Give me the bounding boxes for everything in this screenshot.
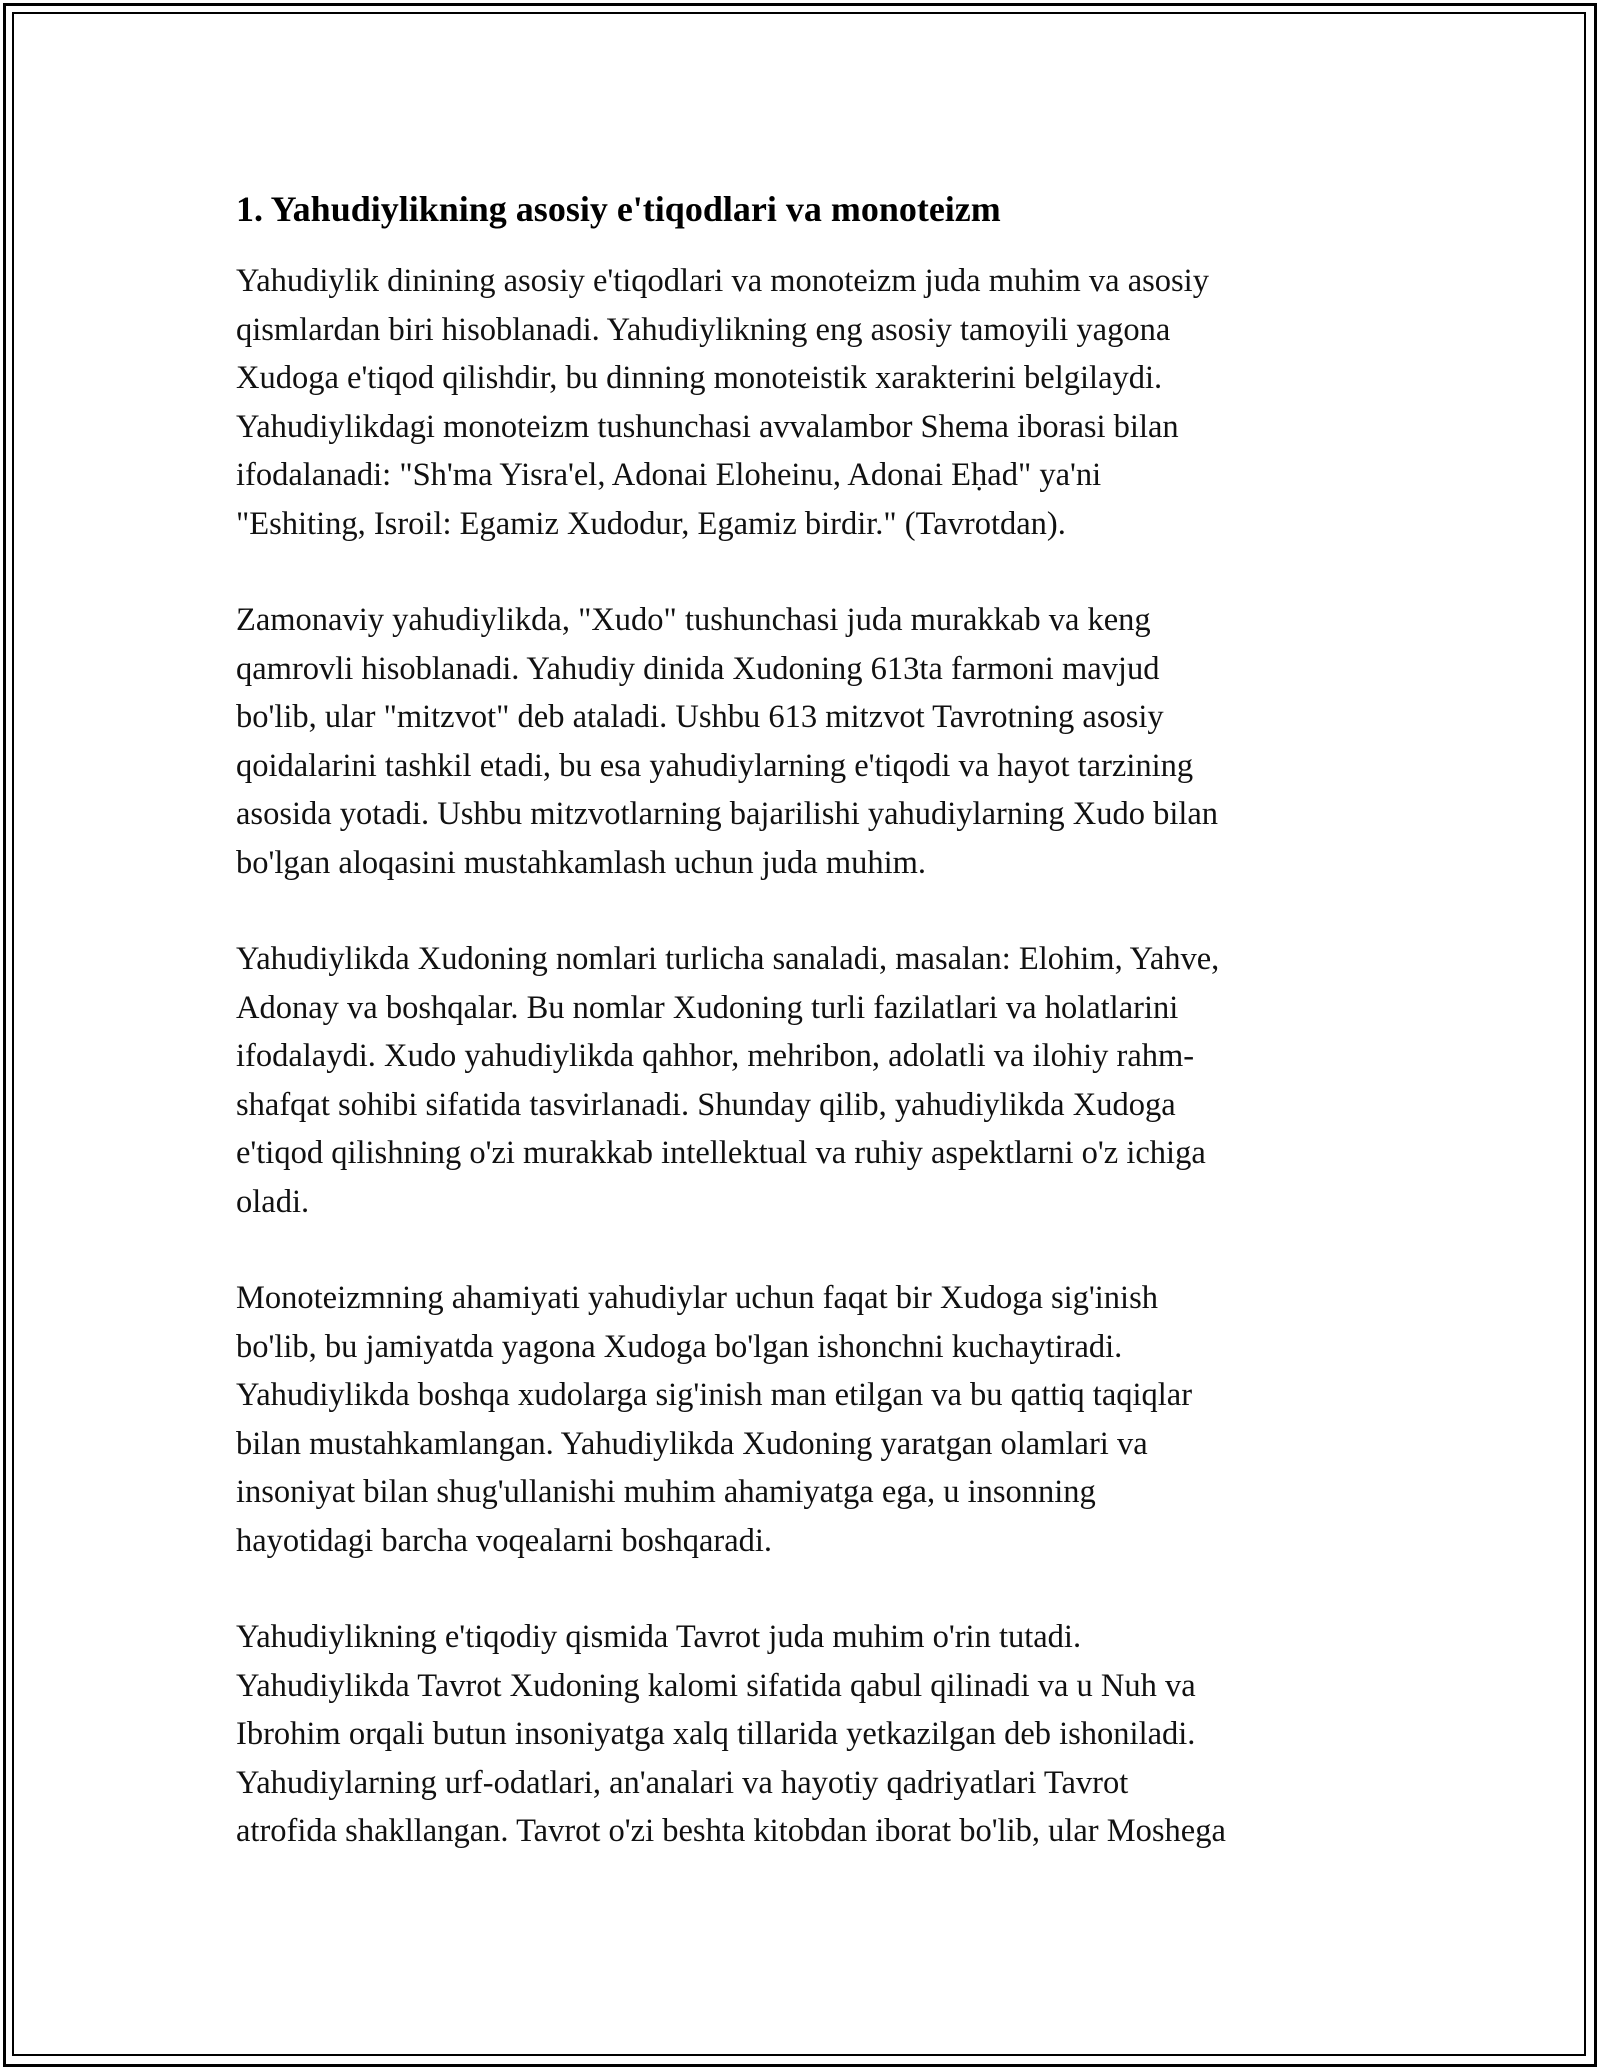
text-line: Monoteizmning ahamiyati yahudiylar uchun faqat bir Xudoga sig'inish	[236, 1280, 1158, 1316]
section-heading: 1. Yahudiylikning asosiy e'tiqodlari va monoteizm	[236, 189, 1001, 229]
text-line: Yahudiylik dinining asosiy e'tiqodlari va monoteizm juda muhim va asosiy	[236, 263, 1209, 299]
text-line: ifodalaydi. Xudo yahudiylikda qahhor, mehribon, adolatli va ilohiy rahm-	[236, 1038, 1195, 1074]
text-line: Yahudiylikda Xudoning nomlari turlicha sanaladi, masalan: Elohim, Yahve,	[236, 941, 1220, 977]
text-line: Xudoga e'tiqod qilishdir, bu dinning monoteistik xarakterini belgilaydi.	[236, 360, 1163, 396]
paragraph-2	[236, 596, 1366, 887]
text-line: e'tiqod qilishning o'zi murakkab intellektual va ruhiy aspektlarni o'z ichiga	[236, 1135, 1206, 1171]
text-line: ifodalanadi: "Sh'ma Yisra'el, Adonai Eloheinu, Adonai Eḥad" ya'ni	[236, 457, 1102, 493]
paragraph-4	[236, 1274, 1366, 1565]
text-line: shafqat sohibi sifatida tasvirlanadi. Shunday qilib, yahudiylikda Xudoga	[236, 1086, 1176, 1123]
paragraph-1	[236, 257, 1366, 548]
text-line: atrofida shakllangan. Tavrot o'zi beshta kitobdan iborat bo'lib, ular Moshega	[236, 1813, 1226, 1849]
text-line: bo'lib, ular "mitzvot" deb ataladi. Ushbu 613 mitzvot Tavrotning asosiy	[236, 699, 1164, 735]
text-line: hayotidagi barcha voqealarni boshqaradi.	[236, 1522, 773, 1559]
text-line: bo'lib, bu jamiyatda yagona Xudoga bo'lgan ishonchni kuchaytiradi.	[236, 1328, 1123, 1365]
text-line: insoniyat bilan shug'ullanishi muhim ahamiyatga ega, u insonning	[236, 1474, 1096, 1510]
text-line: Yahudiylikda boshqa xudolarga sig'inish man etilgan va bu qattiq taqiqlar	[236, 1377, 1193, 1413]
text-line: qismlardan biri hisoblanadi. Yahudiylikning eng asosiy tamoyili yagona	[236, 311, 1171, 348]
text-line: Yahudiylikning e'tiqodiy qismida Tavrot juda muhim o'rin tutadi.	[236, 1619, 1082, 1655]
text-line: Zamonaviy yahudiylikda, "Xudo" tushunchasi juda murakkab va keng	[236, 602, 1151, 638]
text-line: Yahudiylikda Tavrot Xudoning kalomi sifatida qabul qilinadi va u Nuh va	[236, 1667, 1196, 1704]
paragraph-5	[236, 1613, 1366, 1856]
text-line: oladi.	[236, 1183, 310, 1220]
text-line: "Eshiting, Isroil: Egamiz Xudodur, Egamiz birdir." (Tavrotdan).	[236, 505, 1066, 542]
text-line: asosida yotadi. Ushbu mitzvotlarning bajarilishi yahudiylarning Xudo bilan	[236, 796, 1219, 832]
text-line: Adonay va boshqalar. Bu nomlar Xudoning turli fazilatlari va holatlarini	[236, 989, 1179, 1026]
text-line: bilan mustahkamlangan. Yahudiylikda Xudoning yaratgan olamlari va	[236, 1425, 1148, 1462]
paragraph-3	[236, 935, 1366, 1226]
text-line: Yahudiylarning urf-odatlari, an'analari va hayotiy qadriyatlari Tavrot	[236, 1764, 1129, 1801]
text-line: bo'lgan aloqasini mustahkamlash uchun juda muhim.	[236, 844, 927, 881]
text-line: Yahudiylikdagi monoteizm tushunchasi avvalambor Shema iborasi bilan	[236, 408, 1179, 445]
text-line: Ibrohim orqali butun insoniyatga xalq tillarida yetkazilgan deb ishoniladi.	[236, 1716, 1196, 1752]
text-line: qamrovli hisoblanadi. Yahudiy dinida Xudoning 613ta farmoni mavjud	[236, 650, 1160, 687]
text-line: qoidalarini tashkil etadi, bu esa yahudiylarning e'tiqodi va hayot tarzining	[236, 747, 1194, 784]
document-body	[236, 185, 1366, 1904]
